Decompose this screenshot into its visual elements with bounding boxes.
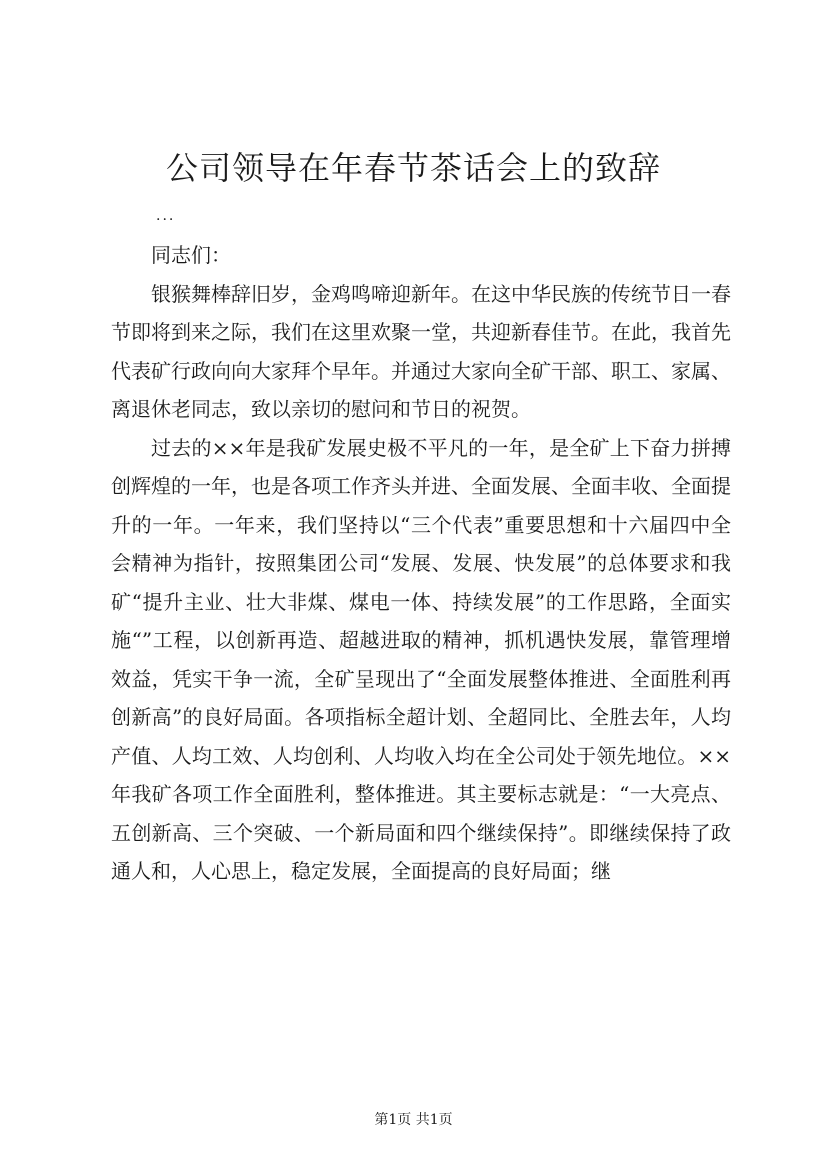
paragraph-greeting: 银猴舞棒辞旧岁，金鸡鸣啼迎新年。在这中华民族的传统节日一春节即将到来之际，我们在这里欢聚一堂，共迎新春佳节。在此，我首先代表矿行政向向大家拜个早年。并通过大家向全矿干部、职工、家属、离退休老同志，致以亲切的慰问和节日的祝贺。 xyxy=(111,281,731,421)
document-title: 公司领导在年春节茶话会上的致辞 xyxy=(165,149,661,187)
salutation: 同志们： xyxy=(151,243,231,267)
ellipsis-marker: ... xyxy=(156,208,176,224)
page-footer: 第1页 共1页 xyxy=(374,1112,453,1128)
document-body xyxy=(111,236,731,891)
paragraph-review: 过去的××年是我矿发展史极不平凡的一年，是全矿上下奋力拼搏创辉煌的一年，也是各项工作齐头并进、全面发展、全面丰收、全面提升的一年。一年来，我们坚持以“三个代表”重要思想和十六届四中全会精神为指针，按照集团公司“发展、发展、快发展”的总体要求和我矿“提升主业、壮大非煤、煤电一体、持续发展”的工作思路，全面实施“”工程，以创新再造、超越进取的精神，抓机遇快发展，靠管理增效益，凭实干争一流，全矿呈现出了“全面发展整体推进、全面胜利再创新高”的良好局面。各项指标全超计划、全超同比、全胜去年，人均产值、人均工效、人均创利、人均收入均在全公司处于领先地位。××年我矿各项工作全面胜利，整体推进。其主要标志就是：“一大亮点、五创新高、三个突破、一个新局面和四个继续保持”。即继续保持了政通人和，人心思上，稳定发展，全面提高的良好局面；继 xyxy=(111,435,731,883)
